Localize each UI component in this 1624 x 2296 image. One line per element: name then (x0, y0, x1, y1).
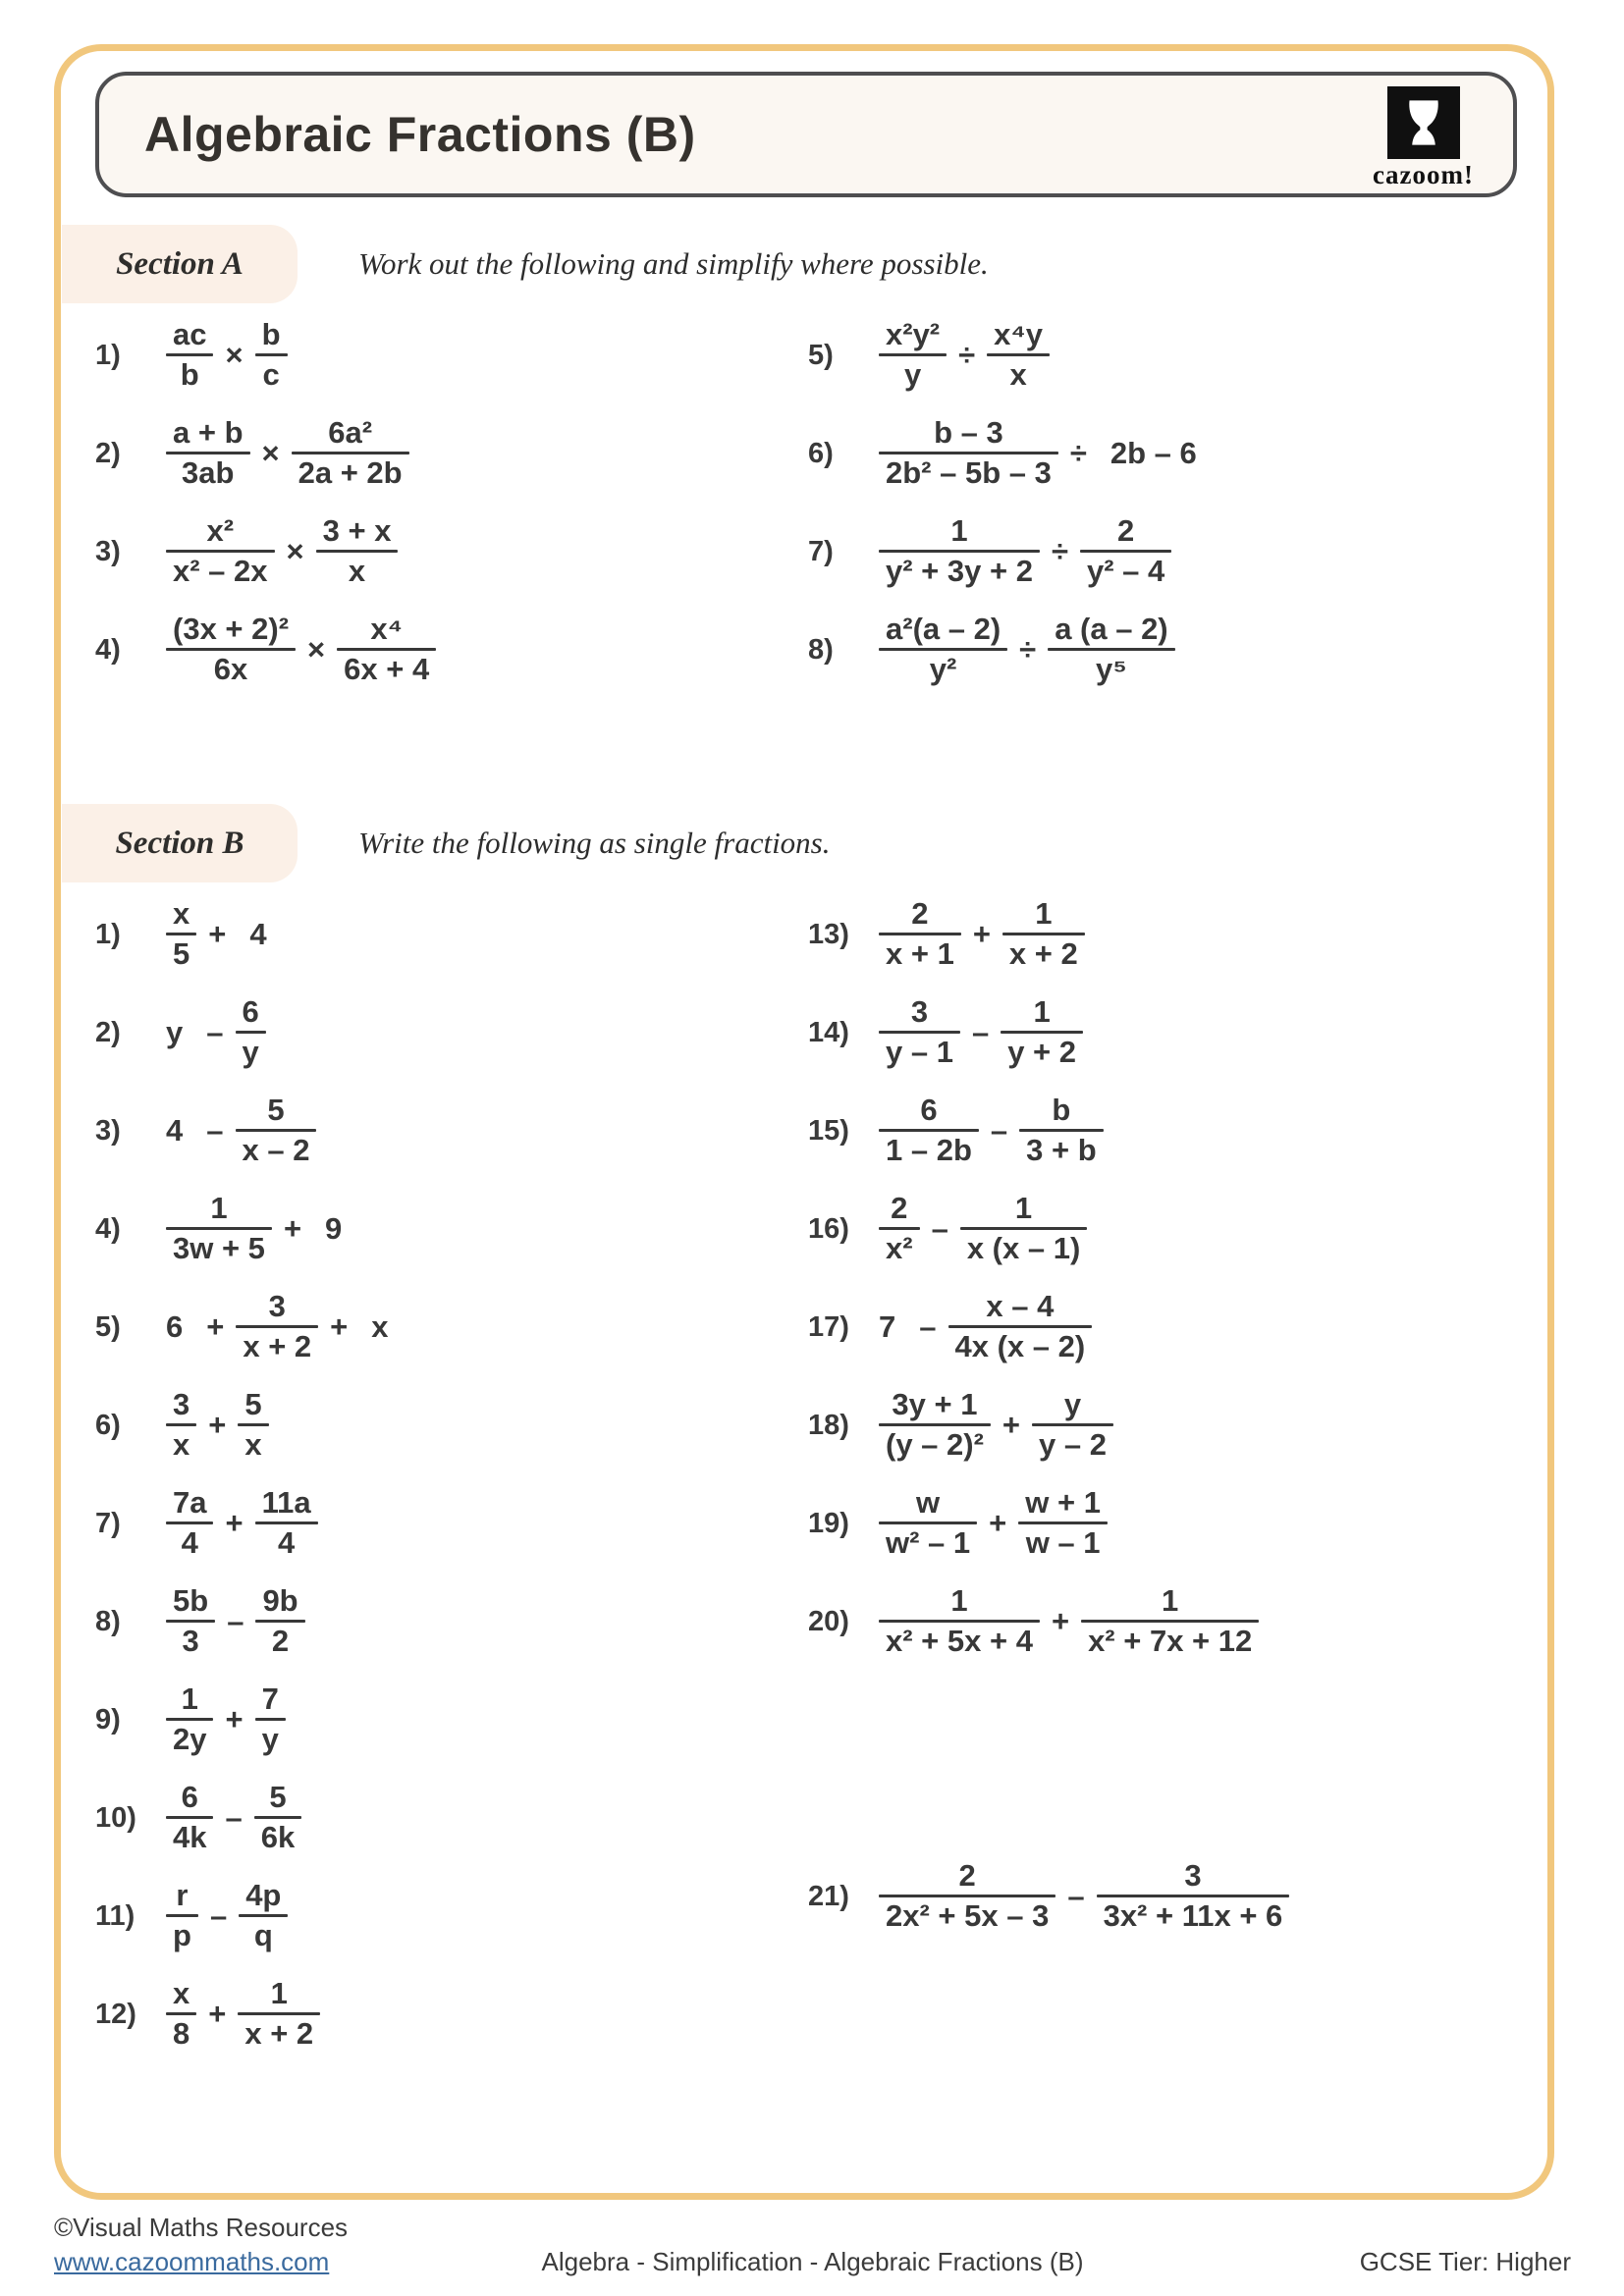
problem-number: 4) (95, 1212, 121, 1245)
problem-expression (879, 318, 1050, 392)
section-b-right-column (808, 896, 1553, 2074)
problem-row (808, 1093, 1553, 1169)
problem-row (808, 1583, 1553, 1660)
problem-expression (166, 1290, 401, 1363)
section-b-problems (62, 896, 1553, 2074)
problem-number: 1) (95, 918, 121, 950)
problem-row (95, 1780, 808, 1856)
operator: x (371, 1309, 389, 1344)
fraction: $\frac{7}{y}$ (255, 1682, 286, 1756)
problem-number: 13) (808, 918, 849, 950)
problem-expression (879, 1192, 1087, 1265)
fraction: $\frac{5}{x}$ (238, 1388, 268, 1462)
operator: + (283, 1211, 302, 1246)
title-bar (95, 72, 1517, 197)
problem-expression (166, 1584, 305, 1658)
problem-row (808, 1387, 1553, 1464)
operator: 7 (879, 1309, 896, 1344)
operator: – (225, 1800, 243, 1835)
problem-row (95, 1289, 808, 1365)
problem-number: 3) (95, 535, 121, 567)
section-b-left-column (95, 896, 808, 2074)
fraction: $\frac{a + b}{3ab}$ (166, 416, 250, 490)
operator: y (166, 1015, 184, 1049)
problem-row (95, 1583, 808, 1660)
problem-expression (879, 514, 1171, 588)
fraction: $\frac{2}{\text{y² – 4}}$ (1080, 514, 1171, 588)
problem-number: 17) (808, 1310, 849, 1343)
footer-credits (54, 2211, 348, 2279)
fraction: $\frac{5b}{3}$ (166, 1584, 215, 1658)
problem-number: 1) (95, 339, 121, 371)
problem-number: 16) (808, 1212, 849, 1245)
fraction: $\frac{6}{1 - 2b}$ (879, 1094, 979, 1167)
problem-expression (166, 1977, 320, 2051)
operator: × (286, 534, 304, 568)
fraction: $\frac{x}{8}$ (166, 1977, 196, 2051)
operator: 4 (249, 917, 267, 951)
fraction: $\frac{w + 1}{w - 1}$ (1018, 1486, 1108, 1560)
fraction: $\frac{3}{x}$ (166, 1388, 196, 1462)
operator: – (227, 1604, 244, 1638)
problem-expression (879, 1486, 1108, 1560)
problem-number: 5) (808, 339, 834, 371)
problem-number: 8) (808, 633, 834, 666)
problem-number: 4) (95, 633, 121, 666)
problem-expression (166, 1682, 286, 1756)
operator: 9 (325, 1211, 343, 1246)
problem-number: 9) (95, 1703, 121, 1735)
operator: – (1067, 1879, 1085, 1913)
problem-expression (879, 1584, 1259, 1658)
problem-expression (166, 1192, 353, 1265)
problem-row (95, 896, 808, 973)
problem-expression (166, 416, 409, 490)
fraction: $\frac{1}{\text{x² + 7x + 12}}$ (1081, 1584, 1259, 1658)
cazoom-logo (1373, 86, 1474, 188)
operator: ÷ (1019, 632, 1037, 667)
problem-number: 8) (95, 1605, 121, 1637)
fraction: $\frac{b}{c}$ (255, 318, 288, 392)
fraction: $\frac{x}{5}$ (166, 897, 196, 971)
page-content (62, 44, 1553, 2074)
section-a-left-column (95, 317, 808, 710)
operator: – (919, 1309, 937, 1344)
operator: + (225, 1506, 244, 1540)
operator: + (208, 1408, 227, 1442)
fraction: $\frac{b}{3 + b}$ (1019, 1094, 1104, 1167)
problem-expression (879, 1094, 1104, 1167)
fraction: $\frac{1}{\text{y² + 3y + 2}}$ (879, 514, 1040, 588)
fraction: $\frac{x - 4}{4x (x - 2)}$ (948, 1290, 1093, 1363)
problem-expression (166, 897, 279, 971)
problem-expression (166, 318, 288, 392)
fraction: $\frac{1}{x (x - 1)}$ (960, 1192, 1087, 1265)
fraction: $\frac{\text{6a²}}{2a + 2b}$ (292, 416, 409, 490)
operator: + (208, 917, 227, 951)
problem-row (808, 1191, 1553, 1267)
section-a-right-column (808, 317, 1553, 710)
section-b-instruction: Write the following as single fractions. (358, 826, 831, 860)
problem-expression (166, 1781, 301, 1854)
fraction: $\frac{3}{\text{3x² + 11x + 6}}$ (1097, 1859, 1290, 1933)
problem-expression (166, 514, 398, 588)
page-title: Algebraic Fractions (B) (144, 107, 696, 162)
fraction: $\frac{y}{y - 2}$ (1032, 1388, 1113, 1462)
problem-row (808, 415, 1553, 492)
operator: – (931, 1211, 948, 1246)
fraction: $\frac{3}{x + 2}$ (236, 1290, 318, 1363)
problem-row (95, 1093, 808, 1169)
fraction: $\frac{\text{(3x + 2)²}}{6x}$ (166, 613, 296, 686)
problem-number: 6) (808, 437, 834, 469)
fraction: $\frac{1}{2y}$ (166, 1682, 213, 1756)
section-a-problems (62, 317, 1553, 710)
fraction: $\frac{1}{\text{x² + 5x + 4}}$ (879, 1584, 1040, 1658)
problem-number: 18) (808, 1409, 849, 1441)
problem-row (808, 317, 1553, 394)
operator: 4 (166, 1113, 184, 1148)
operator: ÷ (1069, 436, 1087, 470)
problem-expression (166, 1879, 288, 1952)
problem-number: 10) (95, 1801, 136, 1834)
problem-expression (879, 416, 1209, 490)
problem-number: 7) (95, 1507, 121, 1539)
operator: 6 (166, 1309, 184, 1344)
problem-expression (166, 1388, 269, 1462)
problem-row (95, 1976, 808, 2053)
problem-number: 5) (95, 1310, 121, 1343)
fraction: $\frac{\text{x²}}{\text{x² – 2x}}$ (166, 514, 275, 588)
problem-row (808, 896, 1553, 973)
fraction: $\frac{2}{\text{2x² + 5x – 3}}$ (879, 1859, 1056, 1933)
copyright-text: ©Visual Maths Resources (54, 2213, 349, 2242)
fraction: $\frac{1}{3w + 5}$ (166, 1192, 272, 1265)
problem-row (95, 1387, 808, 1464)
fraction: $\frac{\text{a²(a – 2)}}{\text{y²}}$ (879, 613, 1007, 686)
operator: + (1001, 1408, 1021, 1442)
fraction: $\frac{9b}{2}$ (255, 1584, 304, 1658)
fraction: $\frac{\text{x⁴y}}{x}$ (987, 318, 1050, 392)
fraction: $\frac{7a}{4}$ (166, 1486, 213, 1560)
operator: ÷ (958, 338, 976, 372)
problem-number: 2) (95, 1016, 121, 1048)
operator: × (261, 436, 280, 470)
problem-expression (166, 613, 436, 686)
fraction: $\frac{w}{\text{w² – 1}}$ (879, 1486, 977, 1560)
fraction: $\frac{5}{6k}$ (254, 1781, 301, 1854)
problem-row (95, 1485, 808, 1562)
operator: ÷ (1051, 534, 1068, 568)
operator: × (225, 338, 244, 372)
problem-row (95, 317, 808, 394)
fraction: $\frac{6}{y}$ (236, 995, 266, 1069)
problem-expression (879, 1859, 1289, 1933)
section-a-label: Section A (62, 225, 298, 303)
problem-row (95, 513, 808, 590)
problem-expression (879, 897, 1085, 971)
footer-topic: Algebra - Simplification - Algebraic Fractions (B) (541, 2247, 1084, 2276)
fraction: $\frac{3y + 1}{\text{(y – 2)²}}$ (879, 1388, 991, 1462)
operator: + (225, 1702, 244, 1736)
operator: × (307, 632, 326, 667)
operator: – (206, 1113, 224, 1148)
problem-expression (166, 1486, 318, 1560)
problem-number: 12) (95, 1998, 136, 2030)
fraction: $\frac{5}{x - 2}$ (236, 1094, 317, 1167)
problem-row (808, 1485, 1553, 1562)
problem-row (95, 612, 808, 688)
problem-row (95, 1191, 808, 1267)
operator: + (1051, 1604, 1070, 1638)
page-footer (54, 2207, 1571, 2291)
fraction: $\frac{\text{x²y²}}{y}$ (879, 318, 947, 392)
problem-number: 7) (808, 535, 834, 567)
problem-number: 20) (808, 1605, 849, 1637)
fraction: $\frac{\text{x⁴}}{6x + 4}$ (337, 613, 436, 686)
section-a-instruction: Work out the following and simplify where possible. (358, 246, 989, 281)
fraction: $\frac{4p}{q}$ (239, 1879, 288, 1952)
footer-tier: GCSE Tier: Higher (1359, 2247, 1571, 2276)
problem-number: 3) (95, 1114, 121, 1147)
fraction: $\frac{1}{x + 2}$ (1002, 897, 1085, 971)
problem-number: 6) (95, 1409, 121, 1441)
section-b-label: Section B (62, 804, 298, 882)
operator: + (206, 1309, 225, 1344)
problem-row (95, 415, 808, 492)
problem-number: 11) (95, 1899, 135, 1932)
problem-expression (879, 613, 1175, 686)
djembe-drum-icon (1387, 86, 1460, 159)
problem-row (808, 994, 1553, 1071)
website-link[interactable]: www.cazoommaths.com (54, 2247, 330, 2277)
problem-row (808, 1858, 1553, 1935)
fraction: $\frac{r}{p}$ (166, 1879, 198, 1952)
operator: + (989, 1506, 1007, 1540)
logo-text: cazoom! (1373, 160, 1474, 189)
operator: + (972, 917, 991, 951)
section-a-header (62, 225, 1553, 303)
operator: + (330, 1309, 349, 1344)
problem-row (808, 1289, 1553, 1365)
problem-expression (879, 995, 1083, 1069)
problem-number: 19) (808, 1507, 849, 1539)
fraction: $\frac{3}{y - 1}$ (879, 995, 960, 1069)
operator: 2b – 6 (1110, 436, 1197, 470)
operator: – (209, 1898, 228, 1933)
fraction: $\frac{11a}{4}$ (255, 1486, 318, 1560)
fraction: $\frac{b - 3}{\text{2b² – 5b – 3}}$ (879, 416, 1058, 490)
problem-expression (166, 995, 266, 1069)
fraction: $\frac{a (a - 2)}{\text{y⁵}}$ (1048, 613, 1174, 686)
problem-row (808, 513, 1553, 590)
problem-row (808, 612, 1553, 688)
fraction: $\frac{1}{y + 2}$ (1001, 995, 1083, 1069)
operator: – (990, 1113, 1008, 1148)
fraction: $\frac{6}{4k}$ (166, 1781, 213, 1854)
problem-expression (879, 1290, 1092, 1363)
fraction: $\frac{1}{x + 2}$ (238, 1977, 320, 2051)
operator: – (971, 1015, 990, 1049)
problem-row (95, 1878, 808, 1954)
problem-number: 14) (808, 1016, 849, 1048)
problem-expression (166, 1094, 316, 1167)
problem-row (95, 1682, 808, 1758)
fraction: $\frac{3 + x}{x}$ (316, 514, 399, 588)
problem-expression (879, 1388, 1113, 1462)
fraction: $\frac{2}{x + 1}$ (879, 897, 961, 971)
problem-row (95, 994, 808, 1071)
operator: + (208, 1997, 227, 2031)
problem-number: 2) (95, 437, 121, 469)
problem-number: 21) (808, 1880, 849, 1912)
section-b-header (62, 804, 1553, 882)
problem-number: 15) (808, 1114, 849, 1147)
fraction: $\frac{ac}{b}$ (166, 318, 213, 392)
fraction: $\frac{2}{\text{x²}}$ (879, 1192, 920, 1265)
operator: – (206, 1015, 224, 1049)
